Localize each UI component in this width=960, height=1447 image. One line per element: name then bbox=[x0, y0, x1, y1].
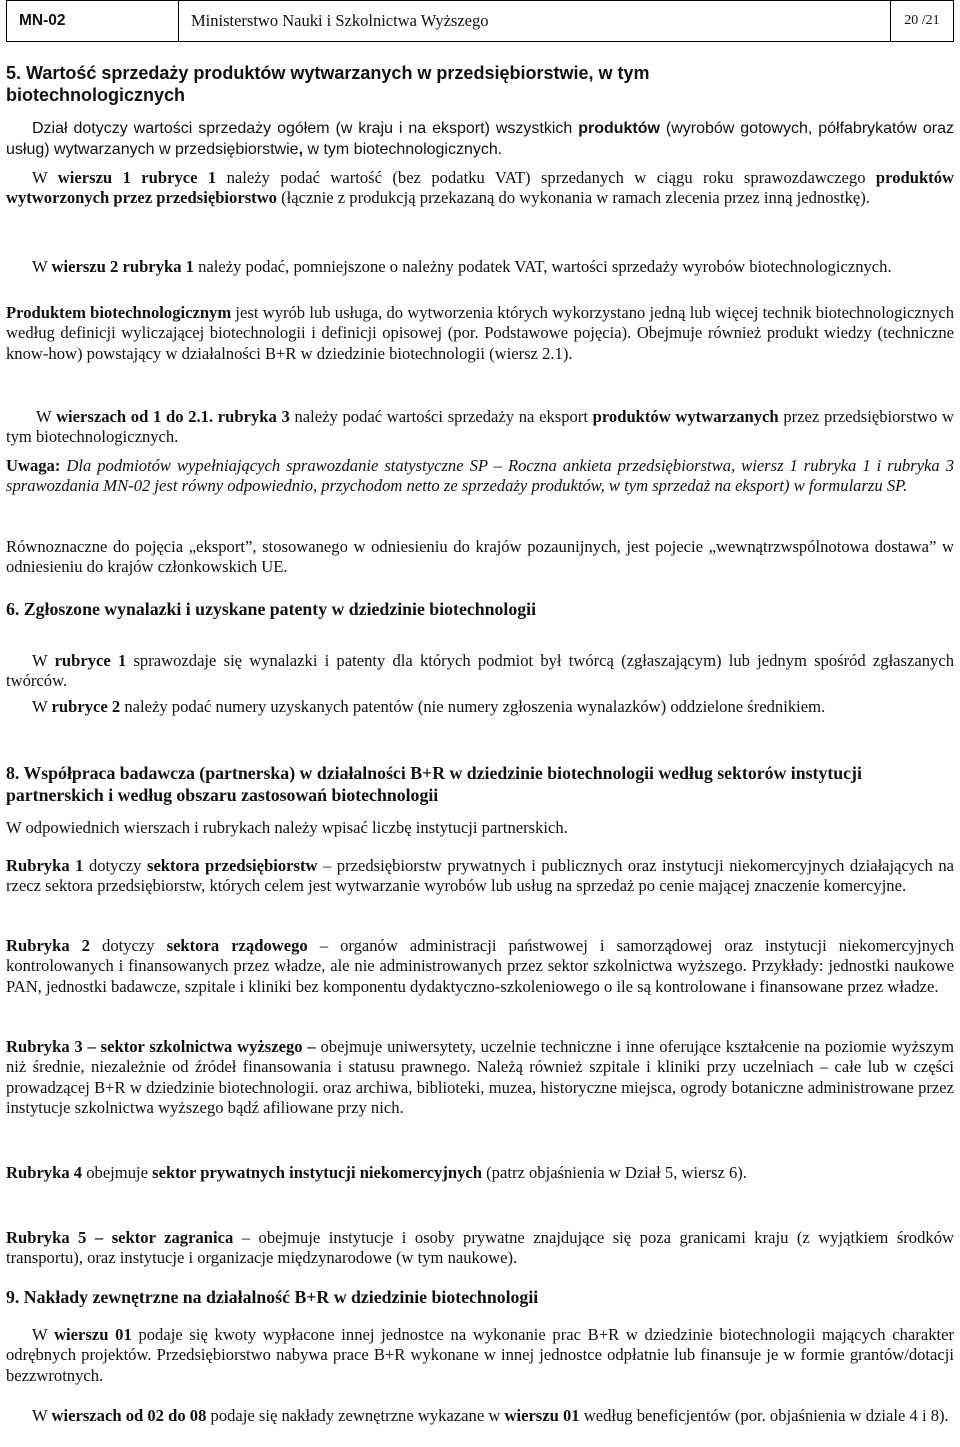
section-6-title: 6. Zgłoszone wynalazki i uzyskane patenty w dziedzinie biotechnologii bbox=[6, 599, 537, 619]
section-8-rubryka-5: Rubryka 5 – sektor zagranica – obejmuje instytucje i osoby prywatne znajdujące się poza granicami kraju (z wyjątkiem środków transportu), oraz instytucje i organizacje międzynarodowe (w tym naukowe). bbox=[6, 1228, 954, 1268]
section-8-rubryka-3: Rubryka 3 – sektor szkolnictwa wyższego – obejmuje uniwersytety, uczelnie techniczne i inne oferujące kształcenie na poziomie wyższym niż średnie, niezależnie od źródeł finansowania i statusu prawnego. Należą również szpitale i kliniki przy uczelniach – całe lub w części prowadzącej B+R w dziedzinie biotechnologii. oraz archiwa, biblioteki, muzea, historyczne miejsca, ogrody botaniczne administrowane przez instytucje szkolnictwa wyższego bądź afiliowane przy nich. bbox=[6, 1037, 954, 1118]
page-header bbox=[6, 0, 954, 42]
section-5-paragraph-4: Produktem biotechnologicznym jest wyrób lub usługa, do wytworzenia których wykorzystano jedną lub więcej technik biotechnologicznych według definicji wyliczającej biotechnologii i definicji opisowej (por. Podstawowe pojęcia). Obejmuje również produkt wiedzy (techniczne know-how) powstający w działalności B+R w dziedzinie biotechnologii (wiersz 2.1). bbox=[6, 303, 954, 363]
form-code: MN-02 bbox=[7, 1, 179, 41]
page-number: 20 /21 bbox=[904, 12, 940, 28]
section-8-rubryka-4: Rubryka 4 obejmuje sektor prywatnych instytucji niekomercyjnych (patrz objaśnienia w Dział 5, wiersz 6). bbox=[6, 1163, 747, 1182]
section-8-title: 8. Współpraca badawcza (partnerska) w działalności B+R w dziedzinie biotechnologii według sektorów instytucji partnerskich i według obszaru zastosowań biotechnologii bbox=[6, 763, 862, 805]
section-5-paragraph-3: W wierszu 2 rubryka 1 należy podać, pomniejszone o należny podatek VAT, wartości sprzedaży wyrobów biotechnologicznych. bbox=[32, 257, 892, 276]
section-6-paragraph-2: W rubryce 2 należy podać numery uzyskanych patentów (nie numery zgłoszenia wynalazków) oddzielone średnikiem. bbox=[32, 697, 826, 716]
section-8-rubryka-2: Rubryka 2 dotyczy sektora rządowego – organów administracji państwowej i samorządowej oraz instytucji niekomercyjnych kontrolowanych i finansowanych przez władze, ale nie administrowanych przez sektor szkolnictwa wyższego. Przykłady: jednostki naukowe PAN, jednostki badawcze, szpitale i kliniki bez komponentu dydaktyczno-szkoleniowego o ile są kontrolowane i finansowane przez władze. bbox=[6, 936, 955, 996]
section-9-title: 9. Nakłady zewnętrzne na działalność B+R w dziedzinie biotechnologii bbox=[6, 1287, 539, 1307]
section-5-title: 5. Wartość sprzedaży produktów wytwarzanych w przedsiębiorstwie, w tym biotechnologicznych bbox=[6, 63, 650, 105]
section-6-paragraph-1: W rubryce 1 sprawozdaje się wynalazki i patenty dla których podmiot był twórcą (zgłaszającym) lub jednym spośród zgłaszanych twórców. bbox=[6, 651, 954, 691]
section-5-paragraph-1: Dział dotyczy wartości sprzedaży ogółem (w kraju i na eksport) wszystkich produktów (wyrobów gotowych, półfabrykatów oraz usług) wytwarzanych w przedsiębiorstwie, w tym biotechnologicznych. bbox=[6, 120, 955, 158]
section-5-paragraph-7: Równoznaczne do pojęcia „eksport”, stosowanego w odniesieniu do krajów pozaunijnych, jest pojecie „wewnątrzwspólnotowa dostawa” w odniesieniu do krajów członkowskich UE. bbox=[6, 537, 954, 577]
section-8-rubryka-1: Rubryka 1 dotyczy sektora przedsiębiorstw – przedsiębiorstw prywatnych i publicznych oraz instytucji niekomercyjnych działających na rzecz sektora przedsiębiorstw, których celem jest wytwarzanie wyrobów lub usług na sprzedaż po cenie mającej znaczenie komercyjne. bbox=[6, 856, 955, 896]
section-9-paragraph-1: W wierszu 01 podaje się kwoty wypłacone innej jednostce na wykonanie prac B+R w dziedzinie biotechnologii mających charakter odrębnych projektów. Przedsiębiorstwo nabywa prace B+R wykonane w innej jednostce odpłatnie lub finansuje je w formie grantów/dotacji bezzwrotnych. bbox=[6, 1325, 954, 1385]
ministry-name: Ministerstwo Nauki i Szkolnictwa Wyższego bbox=[179, 1, 891, 41]
section-8-intro: W odpowiednich wierszach i rubrykach należy wpisać liczbę instytucji partnerskich. bbox=[6, 818, 568, 837]
section-5-note: Uwaga: Dla podmiotów wypełniających sprawozdanie statystyczne SP – Roczna ankieta przedsiębiorstwa, wiersz 1 rubryka 1 i rubryka 3 sprawozdania MN-02 jest równy odpowiednio, przychodom netto ze sprzedaży produktów, w tym sprzedaż na eksport) w formularzu SP. bbox=[6, 456, 954, 496]
section-5-paragraph-2: W wierszu 1 rubryce 1 należy podać wartość (bez podatku VAT) sprzedanych w ciągu roku sprawozdawczego produktów wytworzonych przez przedsiębiorstwo (łącznie z produkcją przekazaną do wykonania w ramach zlecenia przez inną jednostkę). bbox=[6, 168, 954, 208]
section-9-paragraph-2: W wierszach od 02 do 08 podaje się nakłady zewnętrzne wykazane w wierszu 01 według beneficjentów (por. objaśnienia w dziale 4 i 8). bbox=[32, 1406, 949, 1425]
section-5-paragraph-5: W wierszach od 1 do 2.1. rubryka 3 należy podać wartości sprzedaży na eksport produktów wytwarzanych przez przedsiębiorstwo w tym biotechnologicznych. bbox=[6, 407, 954, 447]
